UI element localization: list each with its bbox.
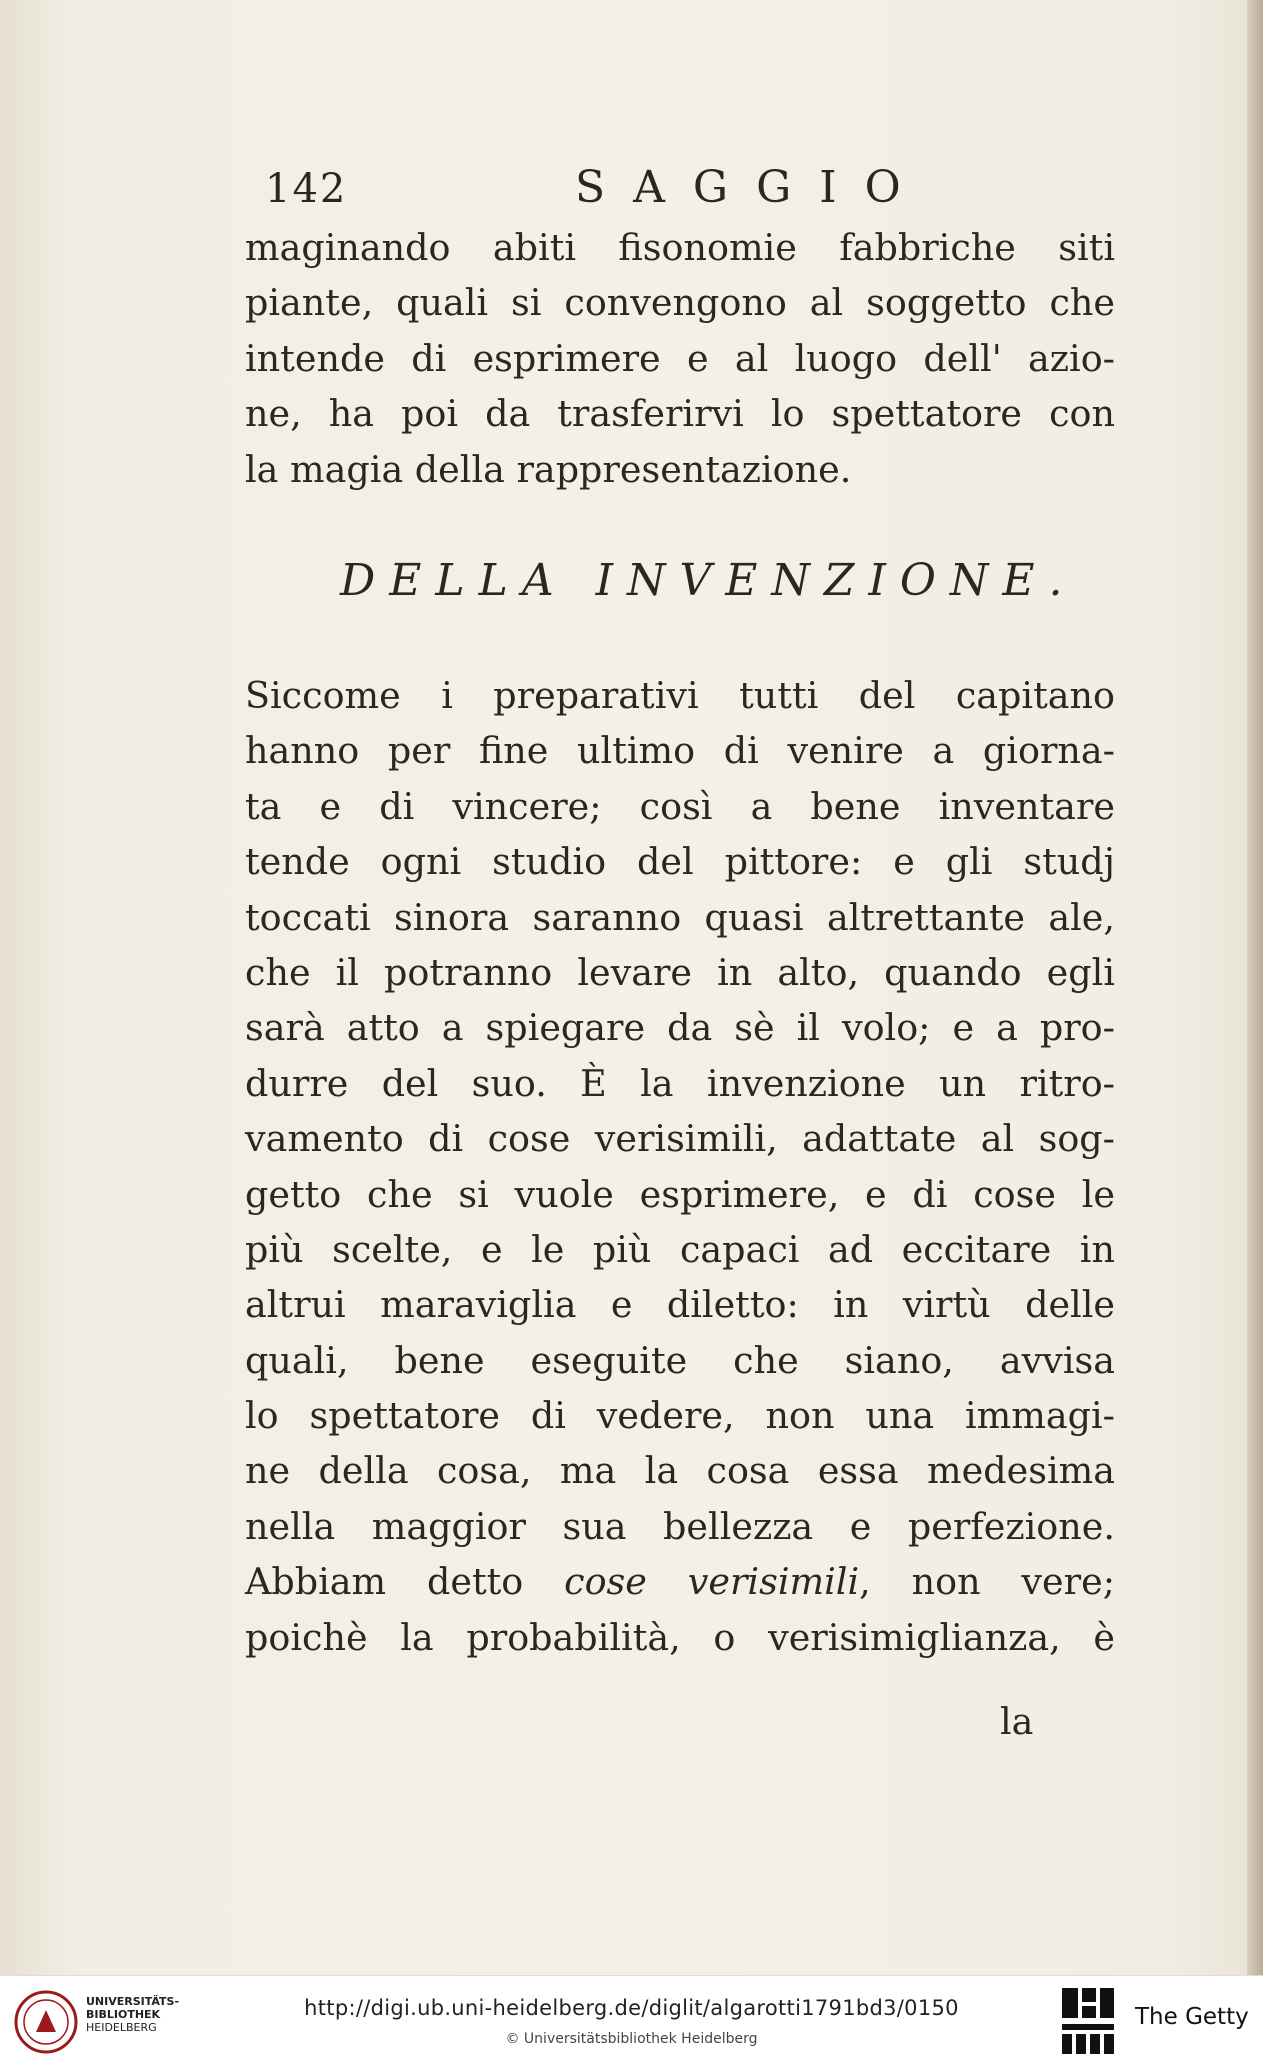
- text-line: Siccome i preparativi tutti del capitano: [245, 674, 1115, 717]
- text-line: tende ogni studio del pittore: e gli studj: [245, 840, 1115, 884]
- text-line: ta e di vincere; così a bene inventare: [245, 784, 1115, 828]
- section-heading: DELLA INVENZIONE.: [340, 555, 1077, 606]
- text-line: ne, ha poi da trasferirvi lo spettatore con: [245, 392, 1115, 436]
- text-line: maginando abiti fisonomie fabbriche siti: [245, 226, 1115, 269]
- text-line: vamento di cose verisimili, adattate al sog-: [245, 1117, 1115, 1161]
- copyright-notice: © Universitätsbibliothek Heidelberg: [505, 2031, 758, 2047]
- footer-bar: [0, 1975, 1263, 2066]
- library-name: UNIVERSITÄTS- BIBLIOTHEK HEIDELBERG: [86, 1995, 180, 2034]
- text-line: durre del suo. È la invenzione un ritro-: [245, 1061, 1115, 1105]
- text-line: piante, quali si convengono al soggetto che: [245, 281, 1115, 325]
- text-line: la magia della rappresentazione.: [245, 447, 852, 491]
- text-line: che il potranno levare in alto, quando egli: [245, 950, 1115, 994]
- paragraph-continued: [245, 220, 1115, 497]
- italic-phrase: cose verisimili: [564, 1560, 860, 1604]
- text-fragment: Abbiam detto: [245, 1560, 524, 1604]
- text-line: hanno per fine ultimo di venire a giorna-: [245, 729, 1115, 773]
- paragraph-invenzione: [245, 668, 1115, 1665]
- text-line: getto che si vuole esprimere, e di cose le: [245, 1172, 1115, 1216]
- page-header: [265, 162, 1115, 218]
- text-line: intende di esprimere e al luogo dell' azio-: [245, 336, 1115, 380]
- getty-logo-icon: [1058, 1984, 1118, 2058]
- page-edge: [1247, 0, 1263, 1975]
- page-number: 142: [265, 166, 348, 212]
- text-line: poichè la probabilità, o verisimiglianza, è: [245, 1615, 1115, 1659]
- text-fragment: , non vere;: [859, 1560, 1115, 1604]
- text-line: ne della cosa, ma la cosa essa medesima: [245, 1449, 1115, 1493]
- text-line: sarà atto a spiegare da sè il volo; e a pro-: [245, 1006, 1115, 1050]
- text-line: toccati sinora saranno quasi altrettante ale,: [245, 895, 1115, 939]
- getty-label: The Getty: [1135, 2004, 1249, 2030]
- catchword: la: [1000, 1700, 1034, 1743]
- text-line-with-italic: [245, 1554, 1115, 1609]
- text-line: altrui maraviglia e diletto: in virtù delle: [245, 1283, 1115, 1327]
- running-head: SAGGIO: [575, 162, 929, 213]
- text-line: quali, bene eseguite che siano, avvisa: [245, 1338, 1115, 1382]
- text-line: lo spettatore di vedere, non una immagi-: [245, 1394, 1115, 1438]
- permalink-url[interactable]: http://digi.ub.uni-heidelberg.de/diglit/algarotti1791bd3/0150: [304, 1996, 959, 2020]
- text-line: più scelte, e le più capaci ad eccitare in: [245, 1227, 1115, 1271]
- text-line: nella maggior sua bellezza e perfezione.: [245, 1504, 1115, 1548]
